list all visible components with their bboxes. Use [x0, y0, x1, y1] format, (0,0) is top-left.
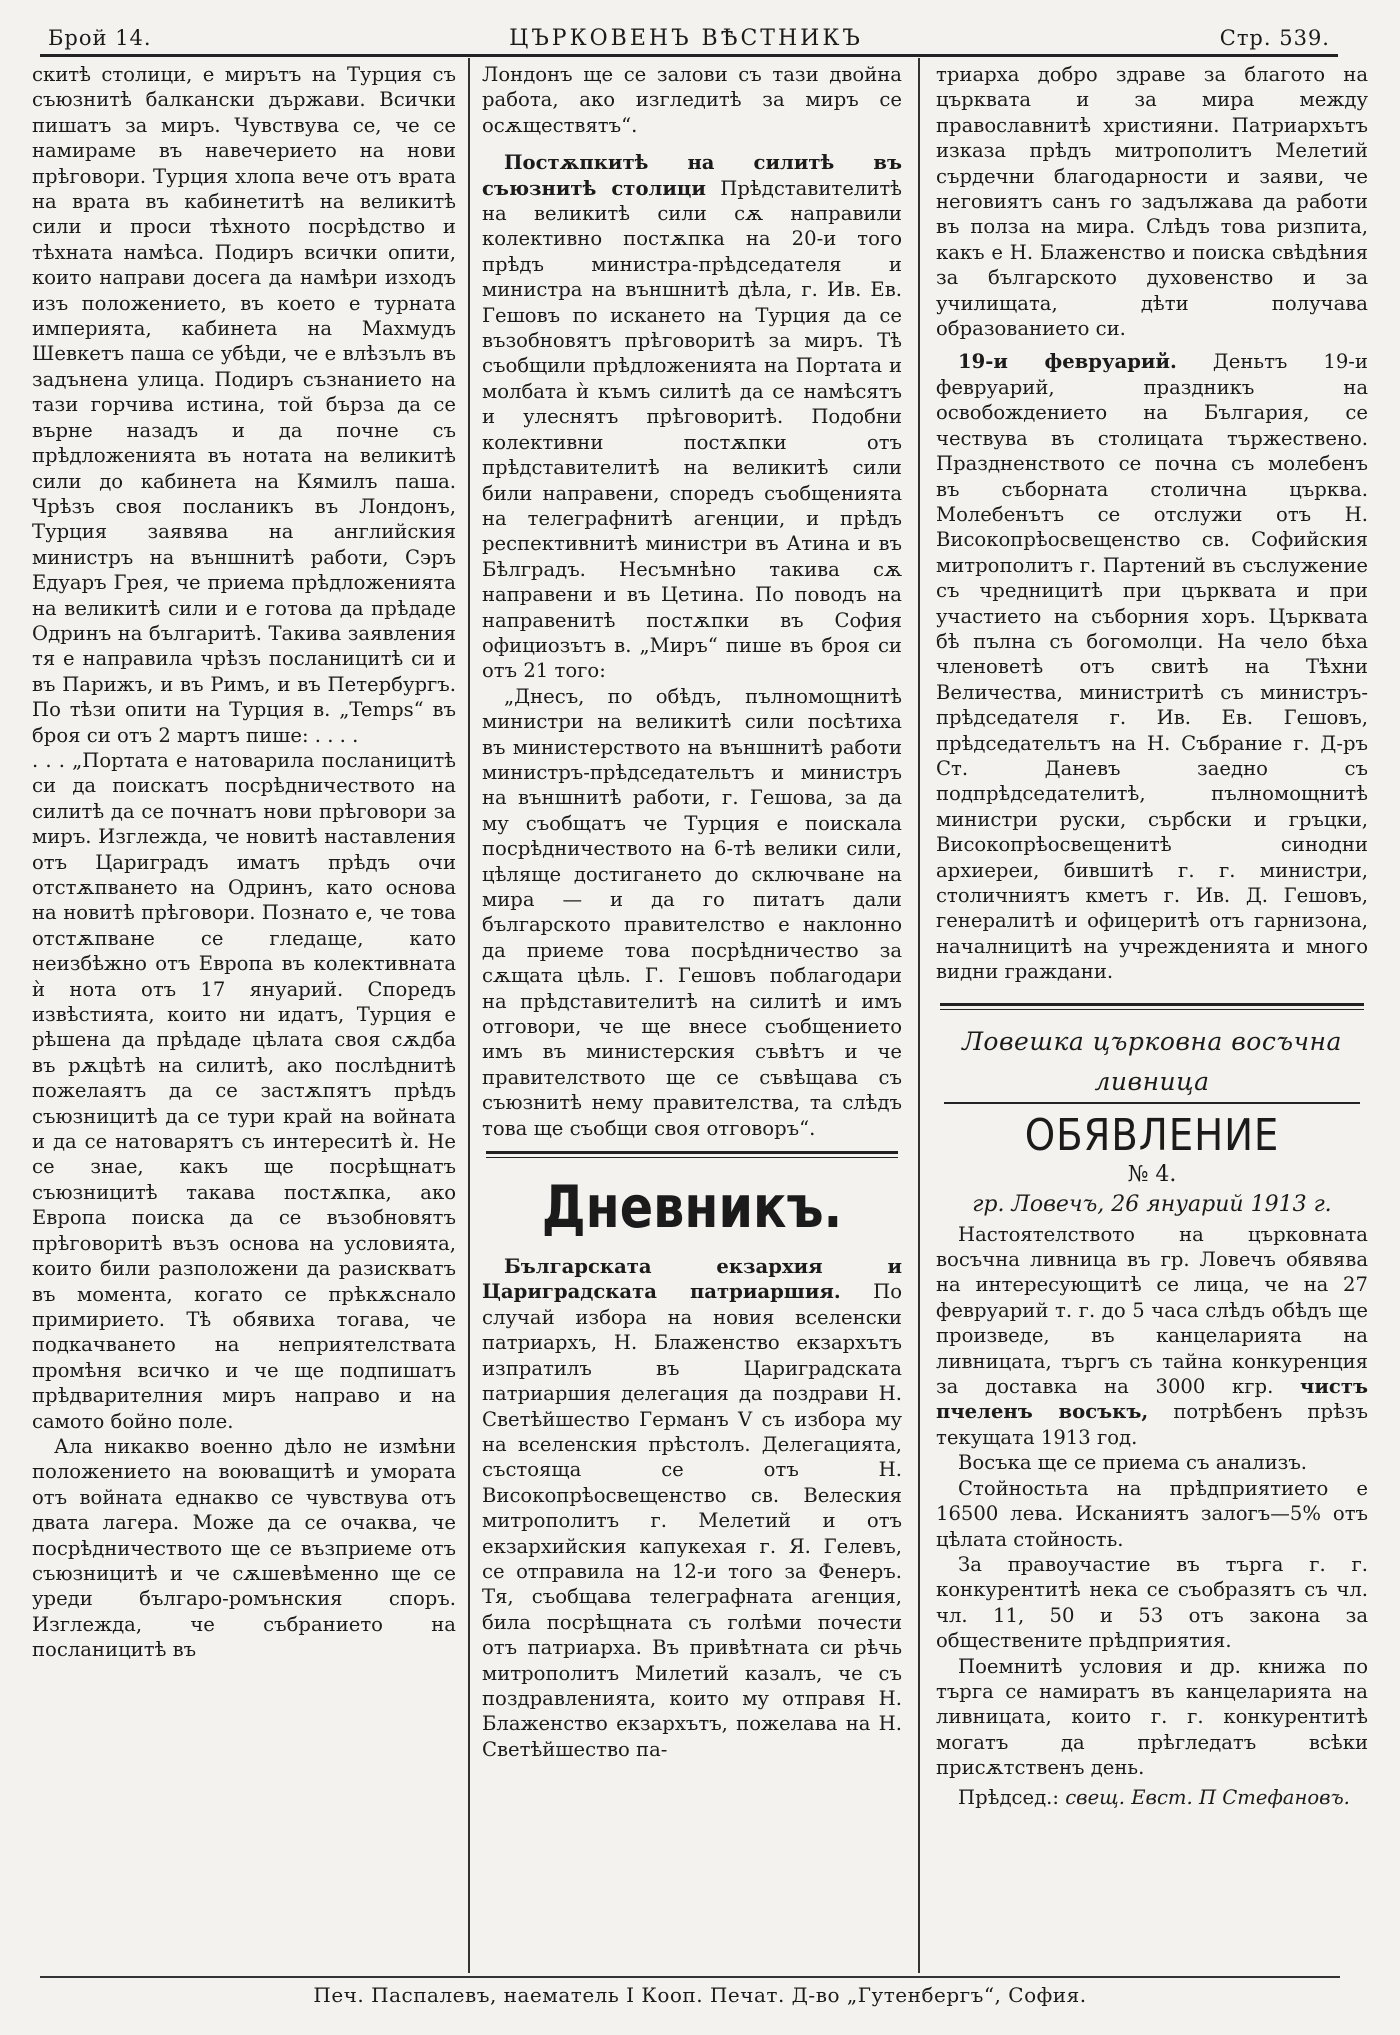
- news-item-title: 19-и февруарий.: [958, 350, 1177, 374]
- column-3: [936, 62, 1368, 1810]
- announcement-paragraph: Поемнитѣ условия и др. книжа по търга се намиратъ въ канцеларията на ливницата, които г. г. конкурентитѣ могатъ да прѣгледатъ всѣки присѫтственъ день.: [936, 1654, 1368, 1780]
- announcement-highlight: чистъ пчеленъ восъкъ,: [936, 1375, 1368, 1424]
- signature-label: Прѣдсед.:: [958, 1785, 1066, 1809]
- column-2: [482, 62, 902, 1762]
- article-quote: . . . „Портата е натоварила посланицитѣ си да поискатъ посрѣдничеството на силитѣ да се почнатъ нови прѣговори за миръ. Изглежда, че новитѣ наставления отъ Цариградъ иматъ прѣдъ очи отстѫпването на Одринъ, като основа на новитѣ прѣговори. Познато е, че това отстѫпване се гледаще, като неизбѣжно отъ Европа въ колективната ѝ нота отъ 17 януарий. Споредъ извѣстията, които ни идатъ, Турция е рѣшена да прѣдаде цѣлата своя сѫдба въ рѫцѣтѣ на силитѣ, ако послѣднитѣ пожелаятъ да се застѫпятъ прѣдъ съюзницитѣ да се тури край на войната и да се натоварятъ съ интереситѣ ѝ. Не се знае, какъ ще посрѣщнатъ съюзницитѣ такава постѫпка, ако Европа поиска да се възобновятъ прѣговоритѣ възъ основа на условията, които били разположени да разискватъ въ момента, когато се прѣкѫснало примирието. Тѣ обявиха тогава, че подкачването на неприятелствата промѣня всичко и че ще подпишатъ прѣдварителния миръ направо и на самото бойно поле.: [32, 748, 456, 1433]
- section-rule: [940, 1003, 1364, 1010]
- page-header: [42, 18, 1330, 56]
- news-item-body: Прѣдставителитѣ на великитѣ сили сѫ направили колективно постѫпка на 20-и того прѣдъ министра-прѣдседателя и министра на външнитѣ дѣла, г. Ив. Ев. Гешовъ по искането на Турция да се възобновятъ прѣговоритѣ за миръ. Тѣ съобщили прѣдложенията на Портата и молбата ѝ къмъ силитѣ да се намѣсятъ и улеснятъ прѣговоритѣ. Подобни колективни постѫпки отъ прѣдставителитѣ на великитѣ сили били направени, споредъ съобщенията на телеграфнитѣ агенции, и прѣдъ респективнитѣ министри въ Атина и въ Бѣлградъ. Несъмнѣно такива сѫ направени и въ Цетина. По поводъ на направенитѣ постѫпки въ София официозътъ в. „Миръ“ пише въ броя си отъ 21 того:: [482, 176, 902, 683]
- printer-imprint: Печ. Паспалевъ, наематель I Кооп. Печат. Д-во „Гутенбергъ“, София.: [313, 1983, 1087, 2007]
- announcement-title: ОБЯВЛЕНИЕ: [1024, 1109, 1280, 1161]
- announcement-text: Настоятелството на църковната восъчна ливница въ гр. Ловечъ обявява на интересующитѣ се лица, че на 27 февруарий т. г. до 5 часа слѣдъ обѣдъ ще произведе, въ канцеларията на ливницата, търгъ съ тайна конкуренция за доставка на 3000 кгр.: [936, 1222, 1368, 1399]
- advertiser-banner: Ловешка църковна восъчна ливница: [944, 1022, 1360, 1104]
- column-divider: [918, 58, 920, 1973]
- news-item: [482, 1254, 902, 1762]
- article-quote: „Днесъ, по обѣдъ, пълномощнитѣ министри на великитѣ сили посѣтиха въ министерството на външнитѣ работи министръ-прѣдседательтъ и министръ на външнитѣ работи, г. Гешова, за да му съобщатъ че Турция е поискала посрѣдничеството на 6-тѣ велики сили, цѣляще достигането до сключване на мира — и да го питатъ дали българското правителство е наклонно да приеме това посрѣдничество за сѫщата цѣль. Г. Гешовъ поблагодари на прѣдставителитѣ на силитѣ и имъ отговори, че ще внесе съобщението имъ въ министерския съвѣтъ и че правителството ще се съвѣщава съ съюзнитѣ нему правителства, та слѣдъ това ще съобщи своя отговоръ“.: [482, 684, 902, 1140]
- footer-rule: [40, 1976, 1340, 1978]
- news-item-body: По случай избора на новия вселенски патриархъ, Н. Блаженство екзархътъ изпратилъ въ Цариградската патриаршия делегация да поздрави Н. Светѣйшество Германъ V съ избора му на вселенския прѣстолъ. Делегацията, състояща се отъ Н. Високопрѣосвещенство св. Велеския митрополитъ г. Мелетий и отъ екзархийския капукехая г. Я. Гелевъ, се отправила на 12-и того за Фенеръ. Тя, съобщава телеграфната агенция, била посрѣщната съ голѣми почести отъ патриарха. Въ привѣтната си рѣчь митрополитъ Милетий казалъ, че съ поздравленията, които му отправя Н. Блаженство екзархътъ, пожелава на Н. Светѣйшество па-: [482, 1280, 902, 1761]
- article-paragraph: Ала никакво военно дѣло не измѣни положението на воюващитѣ и умората отъ войната еднакво се чувствува отъ двата лагера. Може да се очаква, че посрѣдничеството ще се възприеме отъ съюзницитѣ и че сѫшевѣменно ще се уреди българо-ромънския споръ. Изглежда, че събранието на посланицитѣ въ: [32, 1434, 456, 1662]
- article-paragraph: Лондонъ ще се залови съ тази двойна работа, ако изгледитѣ за миръ се осѫществятъ“.: [482, 63, 902, 137]
- column-1: [32, 62, 456, 1663]
- section-heading: Дневникъ.: [541, 1173, 843, 1242]
- signature-name: свещ. Евст. П Стефановъ.: [1065, 1785, 1350, 1809]
- announcement-text: потрѣбенъ прѣзъ текущата 1913 год.: [936, 1400, 1368, 1449]
- news-item: [936, 349, 1368, 984]
- announcement-paragraph: За правоучастие въ търга г. г. конкурентитѣ нека се съобразятъ съ чл. чл. 11, 50 и 53 отъ закона за обществените прѣдприятия.: [936, 1552, 1368, 1653]
- news-item-body: Деньтъ 19-и февруарий, праздникъ на освобождението на България, се чествува въ столицата тържествено. Праздненството се почна съ молебенъ въ съборната столична църква. Молебенътъ се отслужи отъ Н. Високопрѣосвещенство св. Софийския митрополитъ г. Партений въ съслужение съ чредницитѣ при църквата и при участието на съборния хоръ. Църквата бѣ пълна съ богомолци. На чело бѣха членоветѣ отъ свитѣ на Тѣхни Величества, министритѣ съ министръ-прѣдседателя г. Ив. Ев. Гешовъ, прѣдседательтъ на Н. Събрание г. Д-ръ Ст. Даневъ заедно съ подпрѣдседателитѣ, пълномощнитѣ министри руски, сърбски и гръцки, Високопрѣосвещенитѣ синодни архиереи, бившитѣ г. г. министри, столичниятъ кметъ г. Ив. Д. Гешовъ, генералитѣ и офицеритѣ отъ гарнизона, началницитѣ на учрежденията и много видни граждани.: [936, 350, 1368, 984]
- announcement-signature: [936, 1785, 1368, 1810]
- announcement-number: № 4.: [1127, 1161, 1177, 1187]
- news-item-title: Българската екзархия и Цариградската патриаршия.: [482, 1255, 902, 1304]
- announcement-paragraph: Стойностьта на прѣдприятието е 16500 лева. Исканиятъ залогъ—5% отъ цѣлата стойность.: [936, 1476, 1368, 1551]
- news-item-title: Постѫпкитѣ на силитѣ въ съюзнитѣ столици: [482, 151, 902, 200]
- article-paragraph: скитѣ столици, е мирътъ на Турция съ съюзнитѣ балкански държави. Всички пишатъ за миръ. Чувствува се, че се намираме въ навечерието на нови прѣговори. Турция хлопа вече отъ врата на врата въ кабинетитѣ на великитѣ сили и проси тѣхното посрѣдство и тѣхната намѣса. Подиръ всички опити, които направи досега да намѣри изходъ изъ положението, въ което е турната империята, кабинета на Махмудъ Шевкетъ паша се убѣди, че е влѣзълъ въ задънена улица. Подиръ съзнанието на тази горчива истина, той бърза да се върне назадъ и да почне съ прѣдложенията въ нотата на великитѣ сили до кабинета на Кямилъ паша. Чрѣзъ своя посланикъ въ Лондонъ, Турция заявява на английския министръ на външнитѣ работи, Сэръ Едуаръ Грея, че приема прѣдложенията на великитѣ сили и е готова да прѣдаде Одринъ на българитѣ. Такива заявления тя е направила чрѣзъ посланицитѣ си и въ Парижъ, и въ Римъ, и въ Петербургъ. По тѣзи опити на Турция в. „Temps“ въ броя си отъ 2 мартъ пише: . . . .: [32, 63, 456, 747]
- column-divider: [468, 58, 470, 1973]
- announcement-paragraph: Восъка ще се приема съ анализъ.: [958, 1451, 1308, 1475]
- article-paragraph: триарха добро здраве за благото на църквата и за мира между православнитѣ християни. Патриархътъ изказа прѣдъ митрополитъ Мелетий сърдечни благодарности и заяви, че неговиятъ санъ го задължава да работи въ полза на мира. Слѣдъ това ризпита, какъ е Н. Блаженство и поиска свѣдѣния за българското духовенство и за училищата, дѣти получава образованието си.: [936, 63, 1368, 341]
- announcement-place-date: гр. Ловечъ, 26 януарий 1913 г.: [972, 1191, 1332, 1217]
- announcement-paragraph: [936, 1222, 1368, 1451]
- newspaper-title: ЦЪРКОВЕНЪ ВѢСТНИКЪ: [509, 26, 863, 51]
- news-item: [482, 150, 902, 684]
- section-rule: [486, 1151, 898, 1158]
- header-rule: [40, 54, 1338, 57]
- page-number: Стр. 539.: [1219, 26, 1330, 50]
- issue-number: Брой 14.: [48, 26, 152, 50]
